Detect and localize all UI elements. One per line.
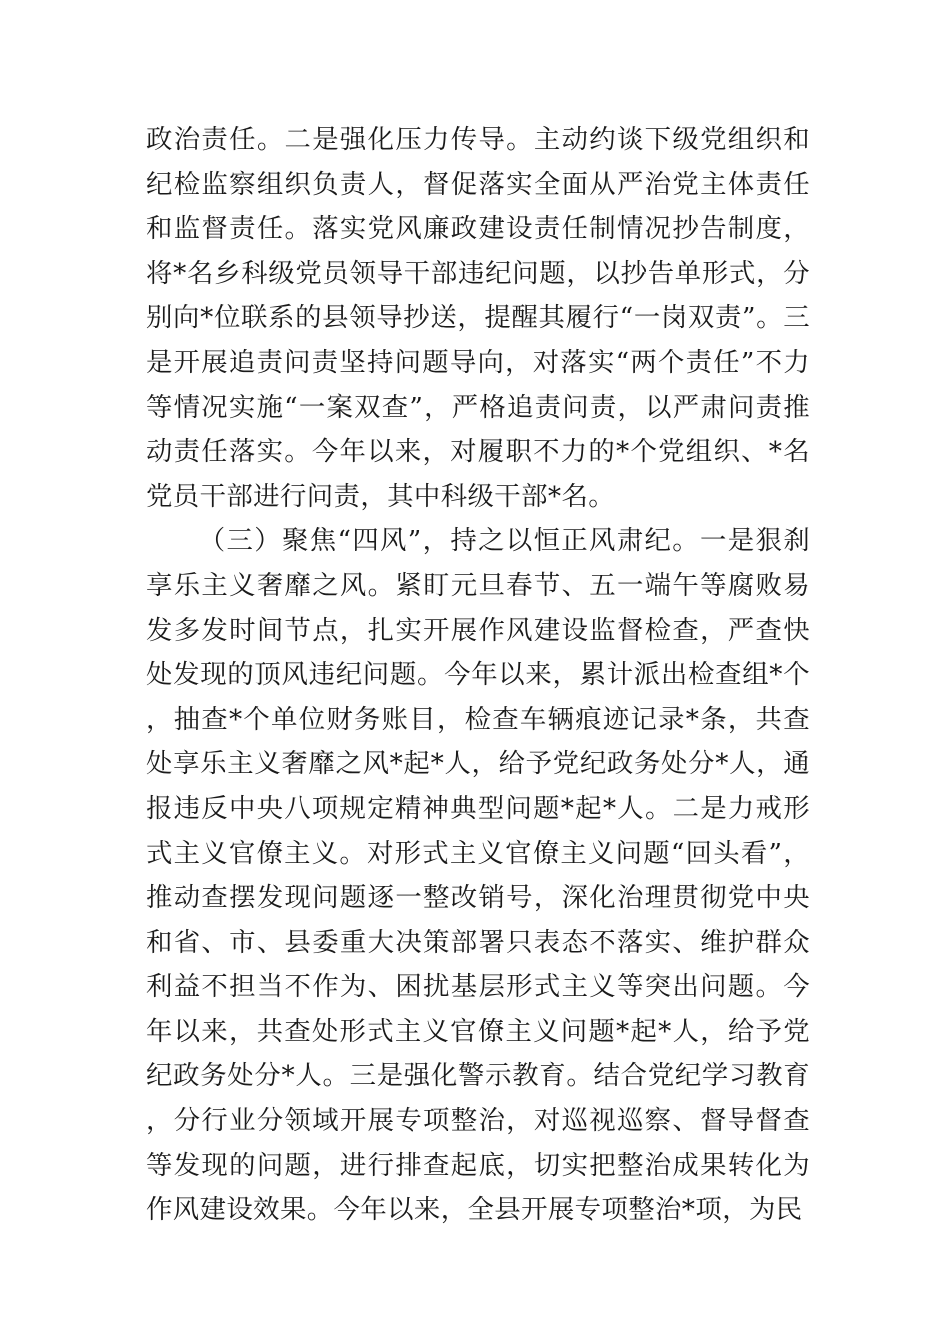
document-body (146, 118, 810, 1233)
paragraph-continuation: 政治责任。二是强化压力传导。主动约谈下级党组织和纪检监察组织负责人，督促落实全面从严治党主体责任和监督责任。落实党风廉政建设责任制情况抄告制度，将*名乡科级党员领导干部违纪问题，以抄告单形式，分别向*位联系的县领导抄送，提醒其履行“一岗双责”。三是开展追责问责坚持问题导向，对落实“两个责任”不力等情况实施“一案双查”，严格追责问责，以严肃问责推动责任落实。今年以来，对履职不力的*个党组织、*名党员干部进行问责，其中科级干部*名。 (146, 124, 810, 512)
paragraph-section-three: （三）聚焦“四风”，持之以恒正风肃纪。一是狠刹享乐主义奢靡之风。紧盯元旦春节、五一端午等腐败易发多发时间节点，扎实开展作风建设监督检查，严查快处发现的顶风违纪问题。今年以来，累计派出检查组*个，抽查*个单位财务账目，检查车辆痕迹记录*条，共查处享乐主义奢靡之风*起*人，给予党纪政务处分*人，通报违反中央八项规定精神典型问题*起*人。二是力戒形式主义官僚主义。对形式主义官僚主义问题“回头看”，推动查摆发现问题逐一整改销号，深化治理贯彻党中央和省、市、县委重大决策部署只表态不落实、维护群众利益不担当不作为、困扰基层形式主义等突出问题。今年以来，共查处形式主义官僚主义问题*起*人，给予党纪政务处分*人。三是强化警示教育。结合党纪学习教育，分行业分领域开展专项整治，对巡视巡察、督导督查等发现的问题，进行排查起底，切实把整治成果转化为作风建设效果。今年以来，全县开展专项整治*项，为民 (146, 525, 810, 1226)
